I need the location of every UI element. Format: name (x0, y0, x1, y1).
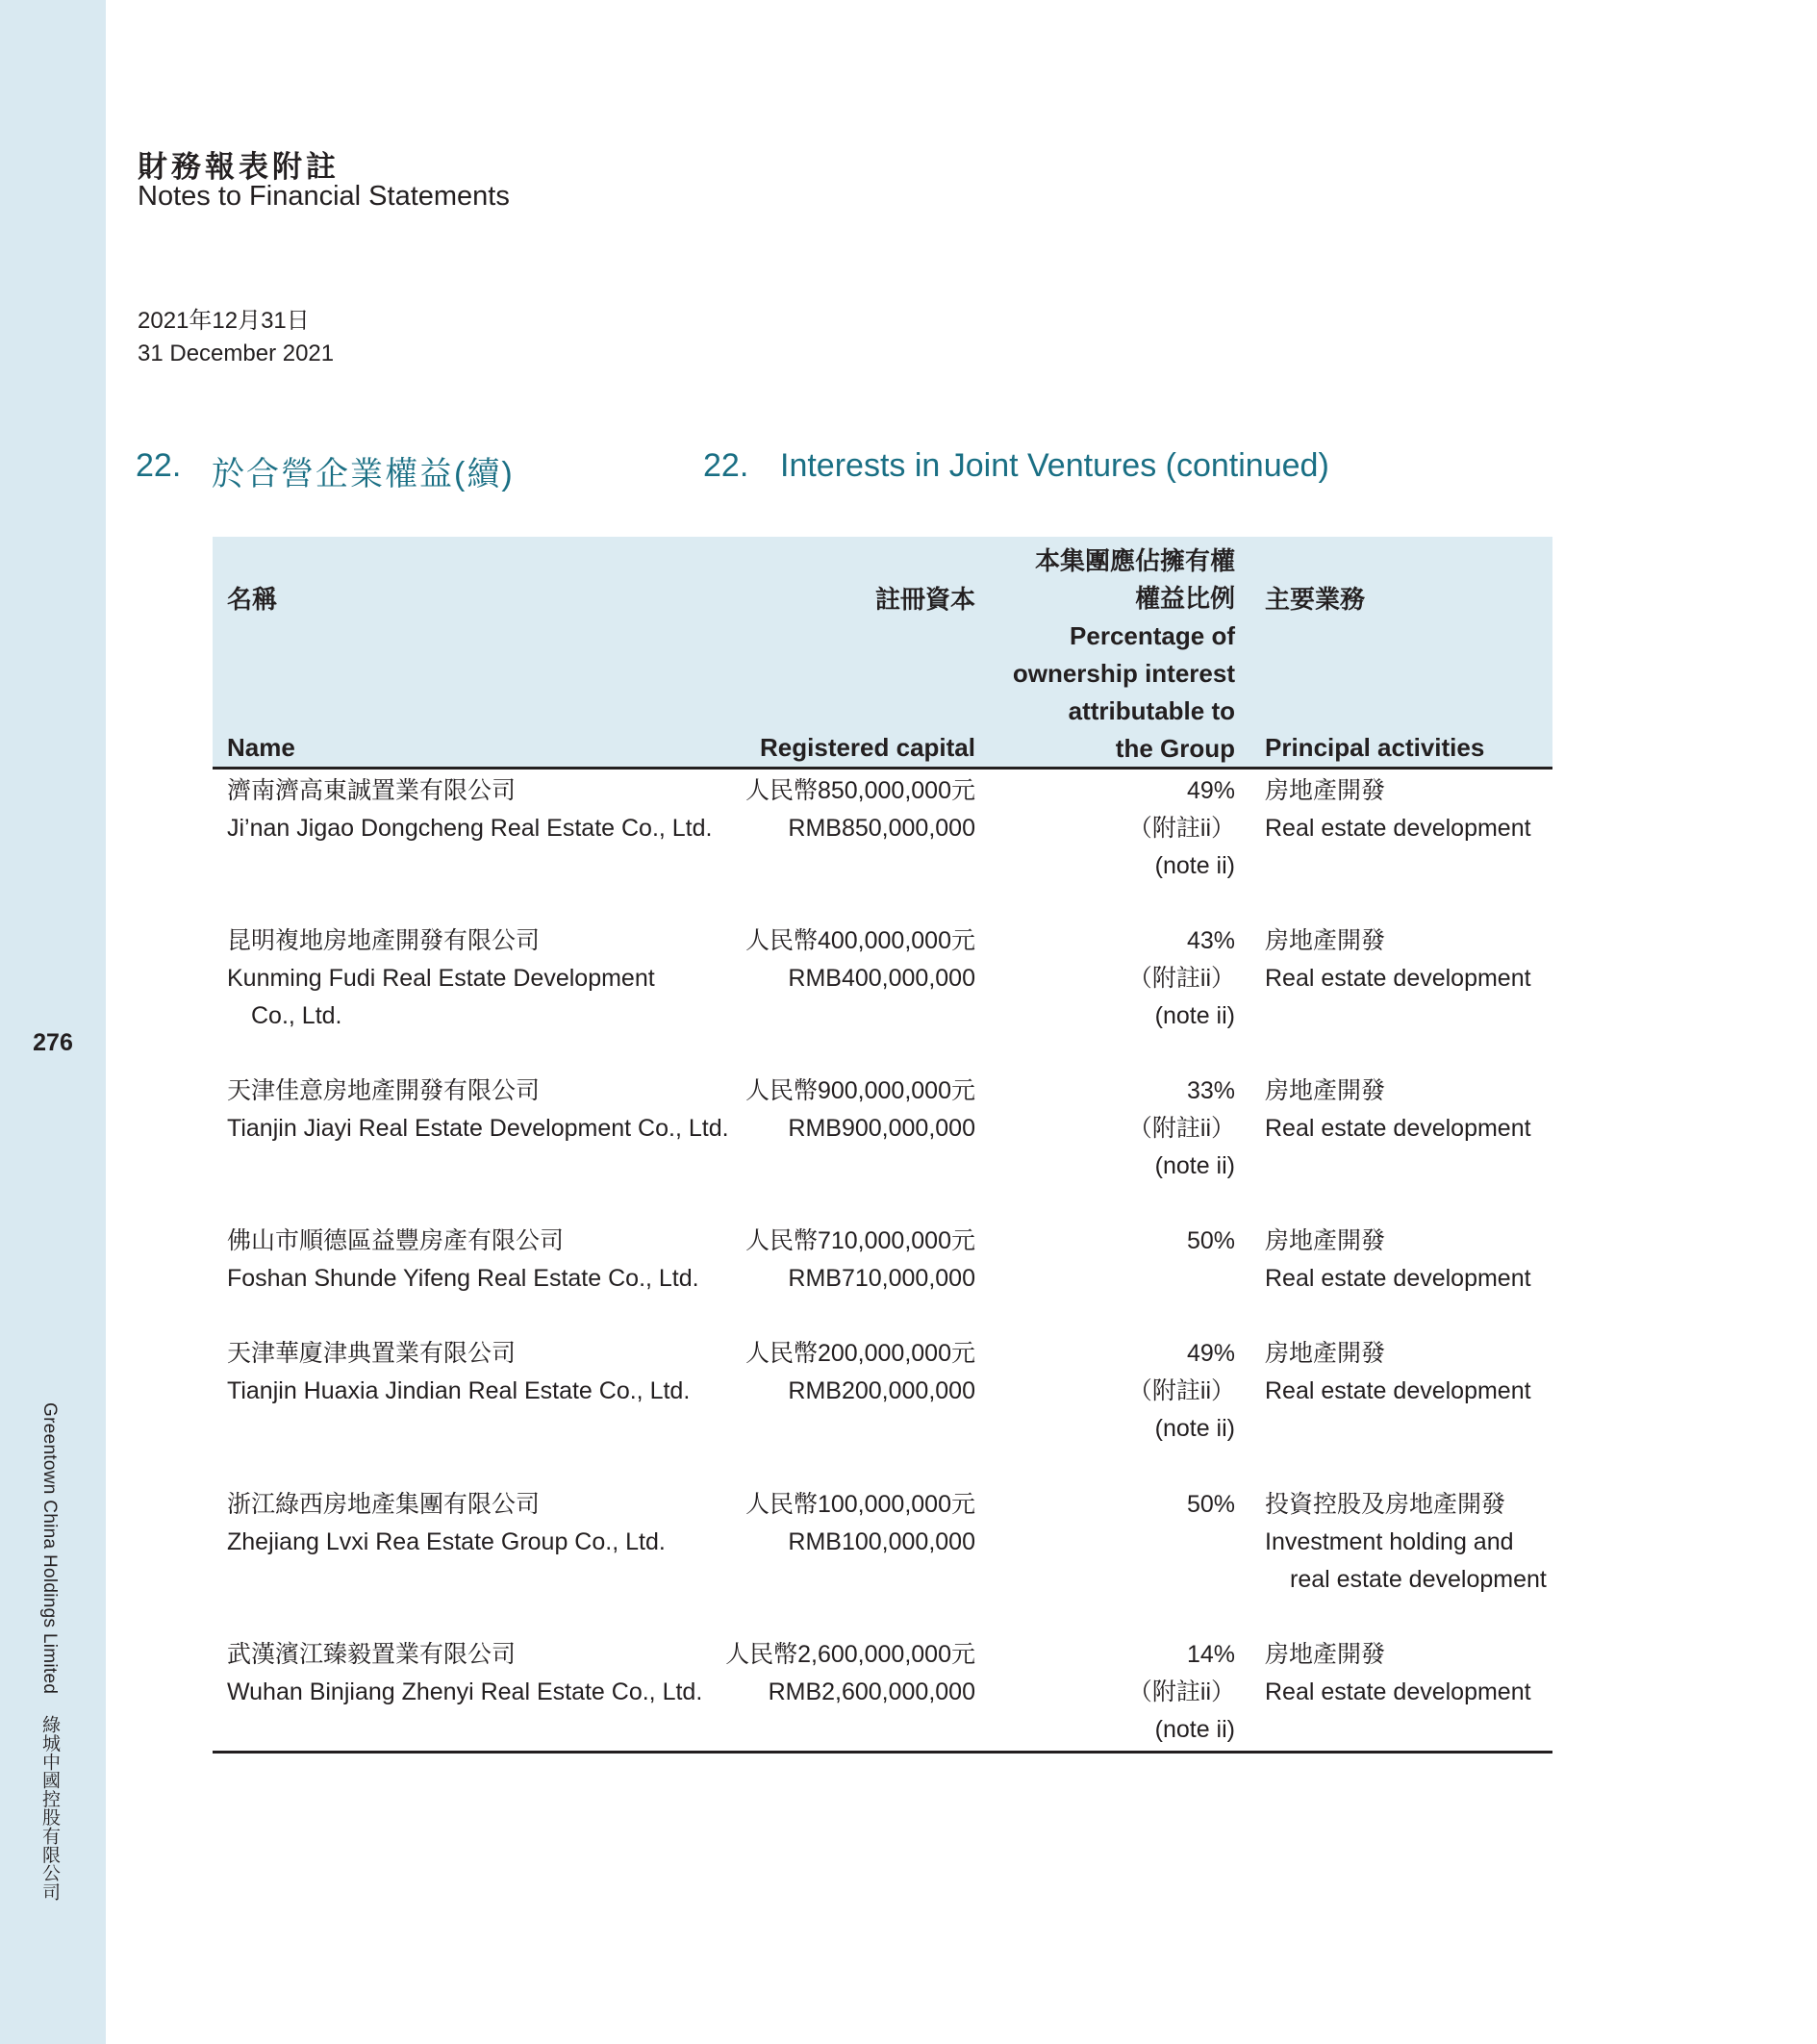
name-zh: 昆明複地房地產開發有限公司 (227, 927, 541, 954)
row-name (227, 1636, 727, 1711)
activity-zh: 房地產開發 (1265, 1077, 1386, 1104)
note-zh: （附註ii） (1127, 815, 1235, 842)
row-activity (1265, 1486, 1553, 1599)
row-percentage (1187, 1223, 1235, 1260)
activity-en: Investment holding and (1265, 1528, 1514, 1555)
capital-zh: 人民幣2,600,000,000元 (725, 1641, 975, 1668)
name-en: Kunming Fudi Real Estate Development (227, 965, 655, 992)
row-name (227, 1072, 727, 1148)
row-percentage (1128, 1072, 1235, 1185)
row-activity (1265, 1072, 1553, 1148)
name-zh: 武漢濱江臻毅置業有限公司 (227, 1641, 517, 1668)
row-capital (745, 1072, 975, 1148)
date-zh: 2021年12月31日 (138, 308, 310, 334)
row-capital (745, 772, 975, 847)
name-en: Foshan Shunde Yifeng Real Estate Co., Ltd. (227, 1265, 699, 1292)
row-activity (1265, 1335, 1553, 1410)
capital-zh: 人民幣100,000,000元 (744, 1491, 975, 1518)
section-title-en: Interests in Joint Ventures (continued) (780, 447, 1329, 484)
header-percentage (946, 543, 1235, 768)
section-title-zh: 於合營企業權益(續) (212, 456, 515, 492)
row-percentage (1128, 922, 1235, 1035)
activity-zh: 房地產開發 (1265, 777, 1386, 804)
header-capital-en: Registered capital (760, 733, 975, 762)
header-title-en: Notes to Financial Statements (138, 181, 510, 212)
activity-en: Real estate development (1265, 1265, 1531, 1292)
row-name (227, 1223, 727, 1298)
capital-zh: 人民幣710,000,000元 (744, 1227, 975, 1254)
header-name-en: Name (227, 733, 295, 762)
capital-en: RMB100,000,000 (788, 1528, 975, 1555)
page-number: 276 (33, 1029, 73, 1056)
activity-en: Real estate development (1265, 1678, 1531, 1705)
name-zh: 濟南濟高東誠置業有限公司 (227, 777, 517, 804)
row-capital (745, 1335, 975, 1410)
note-zh: （附註ii） (1127, 965, 1235, 992)
name-zh: 天津佳意房地產開發有限公司 (227, 1077, 541, 1104)
date-en: 31 December 2021 (138, 341, 335, 366)
capital-en: RMB200,000,000 (788, 1377, 975, 1404)
name-en: Zhejiang Lvxi Rea Estate Group Co., Ltd. (227, 1528, 666, 1555)
row-activity (1265, 922, 1553, 997)
activity-en-cont: real estate development (1290, 1566, 1547, 1593)
row-capital (745, 1223, 975, 1298)
capital-zh: 人民幣850,000,000元 (744, 777, 975, 804)
row-percentage (1128, 1335, 1235, 1448)
pct-value: 49% (1186, 1340, 1235, 1367)
capital-en: RMB850,000,000 (788, 815, 975, 842)
header-pct-en-2: ownership interest (1012, 659, 1235, 688)
pct-value: 33% (1186, 1077, 1235, 1104)
activity-en: Real estate development (1265, 1377, 1531, 1404)
note-en: (note ii) (1154, 1152, 1235, 1179)
header-pct-zh-1: 本集團應佔擁有權 (1034, 546, 1235, 575)
row-activity (1265, 772, 1553, 847)
note-en: (note ii) (1154, 1002, 1235, 1029)
name-zh: 浙江綠西房地產集團有限公司 (227, 1491, 541, 1518)
row-name (227, 922, 727, 1035)
name-en: Wuhan Binjiang Zhenyi Real Estate Co., Ltd. (227, 1678, 703, 1705)
header-capital-zh: 註冊資本 (874, 585, 975, 614)
name-en: Ji’nan Jigao Dongcheng Real Estate Co., Ltd. (227, 815, 713, 842)
row-name (227, 1486, 727, 1561)
activity-en: Real estate development (1265, 965, 1531, 992)
header-name-zh: 名稱 (227, 585, 278, 614)
name-en-cont: Co., Ltd. (251, 1002, 342, 1029)
pct-value: 49% (1186, 777, 1235, 804)
name-zh: 佛山市順德區益豐房產有限公司 (227, 1227, 565, 1254)
table-bottom-rule (213, 1751, 1552, 1754)
activity-zh: 房地產開發 (1265, 1227, 1386, 1254)
note-zh: （附註ii） (1127, 1115, 1235, 1142)
activity-en: Real estate development (1265, 1115, 1531, 1142)
capital-en: RMB2,600,000,000 (768, 1678, 975, 1705)
name-zh: 天津華廈津典置業有限公司 (227, 1340, 517, 1367)
section-number-zh: 22. (136, 447, 182, 484)
section-number-en: 22. (703, 447, 749, 484)
capital-en: RMB710,000,000 (788, 1265, 975, 1292)
brand-zh: 綠城中國控股有限公司 (39, 1715, 60, 1902)
name-en: Tianjin Jiayi Real Estate Development Co., Ltd. (227, 1115, 729, 1142)
row-name (227, 772, 727, 847)
row-activity (1265, 1636, 1553, 1711)
capital-zh: 人民幣200,000,000元 (744, 1340, 975, 1367)
capital-en: RMB900,000,000 (788, 1115, 975, 1142)
pct-value: 14% (1186, 1641, 1235, 1668)
row-name (227, 1335, 727, 1410)
row-percentage (1128, 772, 1235, 885)
capital-en: RMB400,000,000 (788, 965, 975, 992)
activity-zh: 房地產開發 (1265, 927, 1386, 954)
capital-zh: 人民幣400,000,000元 (744, 927, 975, 954)
row-percentage (1128, 1636, 1235, 1749)
pct-value: 43% (1186, 927, 1235, 954)
header-pct-en-4: the Group (1115, 734, 1235, 763)
note-zh: （附註ii） (1127, 1678, 1235, 1705)
capital-zh: 人民幣900,000,000元 (744, 1077, 975, 1104)
header-activity-zh: 主要業務 (1265, 585, 1366, 614)
note-en: (note ii) (1154, 852, 1235, 879)
header-pct-en-3: attributable to (1068, 696, 1235, 725)
brand-en: Greentown China Holdings Limited (39, 1402, 60, 1695)
note-zh: （附註ii） (1127, 1377, 1235, 1404)
row-capital (745, 1486, 975, 1561)
vertical-brand (37, 1402, 63, 1901)
activity-zh: 房地產開發 (1265, 1340, 1386, 1367)
header-pct-en-1: Percentage of (1070, 621, 1235, 650)
note-en: (note ii) (1154, 1716, 1235, 1743)
header-pct-zh-2: 權益比例 (1134, 584, 1235, 613)
note-en: (note ii) (1154, 1415, 1235, 1442)
row-percentage (1187, 1486, 1235, 1524)
activity-zh: 房地產開發 (1265, 1641, 1386, 1668)
activity-zh: 投資控股及房地產開發 (1265, 1491, 1506, 1518)
row-activity (1265, 1223, 1553, 1298)
pct-value: 50% (1186, 1491, 1235, 1518)
pct-value: 50% (1186, 1227, 1235, 1254)
header-title-zh: 財務報表附註 (138, 150, 340, 185)
row-capital (725, 1636, 975, 1711)
table-top-rule (213, 767, 1552, 770)
row-capital (745, 922, 975, 997)
name-en: Tianjin Huaxia Jindian Real Estate Co., Ltd. (227, 1377, 691, 1404)
header-activity-en: Principal activities (1265, 733, 1485, 762)
activity-en: Real estate development (1265, 815, 1531, 842)
